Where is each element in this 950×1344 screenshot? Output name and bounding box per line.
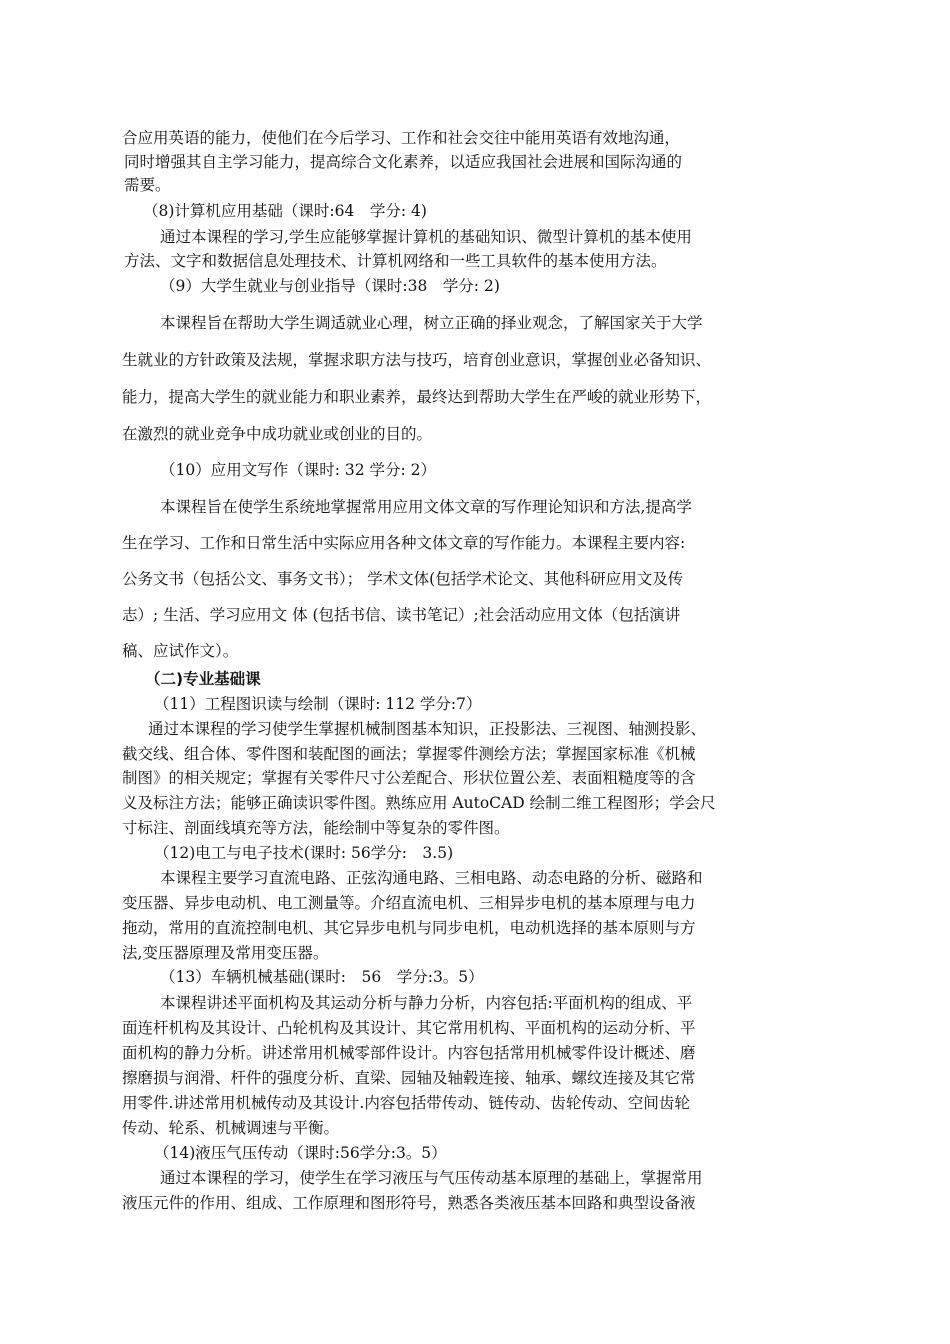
text-line: 方法、文字和数据信息处理技术、计算机网络和一些工具软件的基本使用方法。 (124, 252, 667, 270)
text-line: 志）; 生活、学习应用文 体 (包括书信、读书笔记）;社会活动应用文体（包括演讲 (122, 606, 681, 624)
text-line: 擦磨损与润滑、杆件的强度分析、直梁、园轴及轴毂连接、轴承、螺纹连接及其它常 (122, 1069, 696, 1087)
text-line: 面连杆机构及其设计、凸轮机构及其设计、其它常用机构、平面机构的运动分析、平 (122, 1019, 696, 1037)
text-line: 在激烈的就业竞争中成功就业或创业的目的。 (122, 425, 433, 443)
text-line: 拖动，常用的直流控制电机、其它异步电机与同步电机，电动机选择的基本原则与方 (122, 919, 696, 937)
text-line: 寸标注、剖面线填充等方法，能绘制中等复杂的零件图。 (122, 819, 510, 837)
text-line: 需要。 (124, 176, 171, 194)
text-line: 稿、应试作文）。 (122, 642, 239, 660)
text-line: 公务文书（包括公文、事务文书）； 学术文体(包括学术论文、其他科研应用文及传 (122, 570, 684, 588)
text-line: （13）车辆机械基础(课时: 56 学分:3。5） (160, 968, 484, 986)
text-line: 能力，提高大学生的就业能力和职业素养，最终达到帮助大学生在严峻的就业形势下， (122, 388, 712, 406)
text-line: 液压元件的作用、组成、工作原理和图形符号，熟悉各类液压基本回路和典型设备液 (122, 1194, 696, 1212)
text-line: 变压器、异步电动机、电工测量等。介绍直流电机、三相异步电机的基本原理与电力 (122, 894, 696, 912)
text-line: 通过本课程的学习使学生掌握机械制图基本知识，正投影法、三视图、轴测投影、 (148, 720, 707, 738)
text-line: 生在学习、工作和日常生活中实际应用各种文体文章的写作能力。本课程主要内容: (122, 534, 686, 552)
text-line: 通过本课程的学习,学生应能够掌握计算机的基础知识、微型计算机的基本使用 (160, 228, 692, 246)
text-line: （11）工程图识读与绘制（课时: 112 学分:7） (154, 695, 482, 713)
text-line: 本课程旨在使学生系统地掌握常用应用文体文章的写作理论知识和方法,提高学 (160, 498, 692, 516)
text-line: 传动、轮系、机械调速与平衡。 (122, 1119, 340, 1137)
text-line: 义及标注方法；能够正确读识零件图。熟练应用 AutoCAD 绘制二维工程图形；学会尺 (122, 794, 716, 812)
section-heading: （二)专业基础课 (145, 670, 261, 688)
text-line: 同时增强其自主学习能力，提高综合文化素养，以适应我国社会进展和国际沟通的 (124, 153, 683, 171)
text-line: 通过本课程的学习，使学生在学习液压与气压传动基本原理的基础上，掌握常用 (160, 1169, 703, 1187)
text-line: 用零件.讲述常用机械传动及其设计.内容包括带传动、链传动、齿轮传动、空间齿轮 (122, 1094, 690, 1112)
text-line: （10）应用文写作（课时: 32 学分: 2） (160, 461, 437, 479)
text-line: 截交线、组合体、零件图和装配图的画法；掌握零件测绘方法；掌握国家标准《机械 (122, 745, 696, 763)
text-line: 法,变压器原理及常用变压器。 (122, 944, 329, 962)
text-line: （14)液压气压传动（课时:56学分:3。5） (154, 1144, 447, 1162)
text-line: （12)电工与电子技术(课时: 56学分: 3.5) (154, 844, 454, 862)
text-line: 本课程旨在帮助大学生调适就业心理，树立正确的择业观念，了解国家关于大学 (160, 314, 703, 332)
text-line: 制图》的相关规定；掌握有关零件尺寸公差配合、形状位置公差、表面粗糙度等的含 (122, 769, 696, 787)
text-line: 本课程讲述平面机构及其运动分析与静力分析，内容包括:平面机构的组成、平 (160, 994, 693, 1012)
text-line: 本课程主要学习直流电路、正弦沟通电路、三相电路、动态电路的分析、磁路和 (160, 869, 703, 887)
text-line: 面机构的静力分析。讲述常用机械零部件设计。内容包括常用机械零件设计概述、磨 (122, 1044, 696, 1062)
text-line: 生就业的方针政策及法规，掌握求职方法与技巧，培育创业意识，掌握创业必备知识、 (122, 351, 712, 369)
text-line: 合应用英语的能力，使他们在今后学习、工作和社会交往中能用英语有效地沟通， (122, 129, 681, 147)
text-line: （9）大学生就业与创业指导（课时:38 学分: 2) (160, 277, 500, 295)
text-line: （8)计算机应用基础（课时:64 学分: 4) (143, 202, 427, 220)
